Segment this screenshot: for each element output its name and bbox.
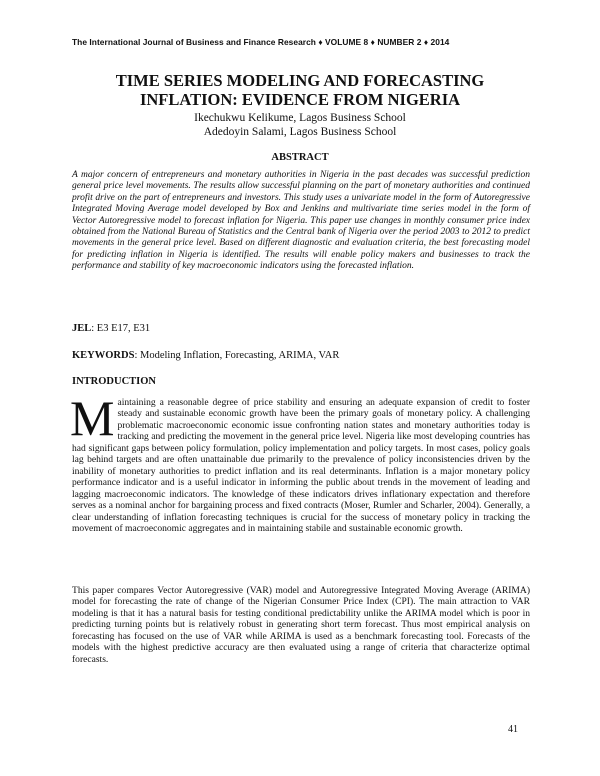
author-list bbox=[60, 111, 540, 139]
author-2: Adedoyin Salami, Lagos Business School bbox=[203, 126, 397, 138]
title-line-2: INFLATION: EVIDENCE FROM NIGERIA bbox=[139, 90, 461, 109]
author-1: Ikechukwu Kelikume, Lagos Business School bbox=[194, 112, 406, 124]
introduction-paragraph-2: This paper compares Vector Autoregressive (VAR) model and Autoregressive Integrated Moving Average (ARIMA) model for forecasting the rate of change of the Nigerian Consumer Price Index (CPI). The main attraction to VAR modeling is that it has a natural basis for testing conditional predictability unlike the ARIMA model which is poor in predicting turning points but is relatively robust in generating short term forecast. Thus most empirical analysis on forecasting has focused on the use of VAR while ARIMA is used as a benchmark forecasting tool. Forecasts of the models with the highest predictive accuracy are then evaluated using a range of criteria that characterize optimal forecasts. bbox=[72, 585, 530, 665]
abstract-text: A major concern of entrepreneurs and monetary authorities in Nigeria in the past decades was successful prediction general price level movements. The results allow successful planning on the part of monetary authorities and continued profit drive on the part of entrepreneurs and investors. This study uses a univariate model in the form of Autoregressive Integrated Moving Average model developed by Box and Jenkins and multivariate time series model in the form of Vector Autoregressive model to forecast inflation for Nigeria. This paper use changes in monthly consumer price index obtained from the National Bureau of Statistics and the Central bank of Nigeria over the period 2003 to 2012 to predict movements in the general price level. Based on different diagnostic and evaluation criteria, the best forecasting model for predicting inflation in Nigeria is identified. The results will enable policy makers and businesses to track the performance and stability of key macroeconomic indicators using the forecasted inflation. bbox=[72, 170, 530, 272]
paper-title bbox=[60, 71, 540, 109]
keywords-value: : Modeling Inflation, Forecasting, ARIMA, VAR bbox=[134, 350, 340, 361]
keywords bbox=[72, 350, 530, 361]
jel-codes bbox=[72, 323, 530, 334]
page-number: 41 bbox=[508, 724, 518, 735]
keywords-label: KEYWORDS bbox=[72, 350, 135, 361]
title-line-1: TIME SERIES MODELING AND FORECASTING bbox=[115, 71, 485, 90]
drop-cap: M bbox=[70, 390, 115, 446]
running-header: The International Journal of Business and Finance Research ♦ VOLUME 8 ♦ NUMBER 2 ♦ 2014 bbox=[72, 37, 450, 47]
introduction-paragraph-1 bbox=[70, 390, 530, 534]
introduction-heading: INTRODUCTION bbox=[72, 376, 157, 387]
jel-label: JEL bbox=[72, 323, 92, 334]
introduction-paragraph-1-text: aintaining a reasonable degree of price stability and ensuring an adequate expansion of credit to foster steady and sustainable economic growth have been the primary goals of monetary policy. A challenging problematic macroeconomic economic issue confronting nation states and monetary authorities today is tracking and predicting the movement in the general price level. Nigeria like most developing countries has had significant gaps between policy formulation, policy implementation and policy targets. In most cases, policy goals lag behind targets and are often unattainable due primarily to the prevalence of policy inconsistencies driven by the inability of monetary authorities to predict inflation and its real determinants. Inflation is a major monetary policy performance indicator and is a useful indicator in informing the public about trends in the movement of leading and lagging macroeconomic indicators. The knowledge of these indicators drives inflationary expectation and therefore serves as a nominal anchor for bargaining process and fixed contracts (Moser, Rumler and Scharler, 2004). Generally, a clear understanding of inflation forecasting techniques is crucial for the success of monetary policy in tracking the movement of macroeconomic aggregates and in maintaining stabile and sustainable economic growth. bbox=[72, 397, 530, 534]
abstract-heading: ABSTRACT bbox=[271, 152, 329, 163]
jel-value: : E3 E17, E31 bbox=[91, 323, 151, 334]
